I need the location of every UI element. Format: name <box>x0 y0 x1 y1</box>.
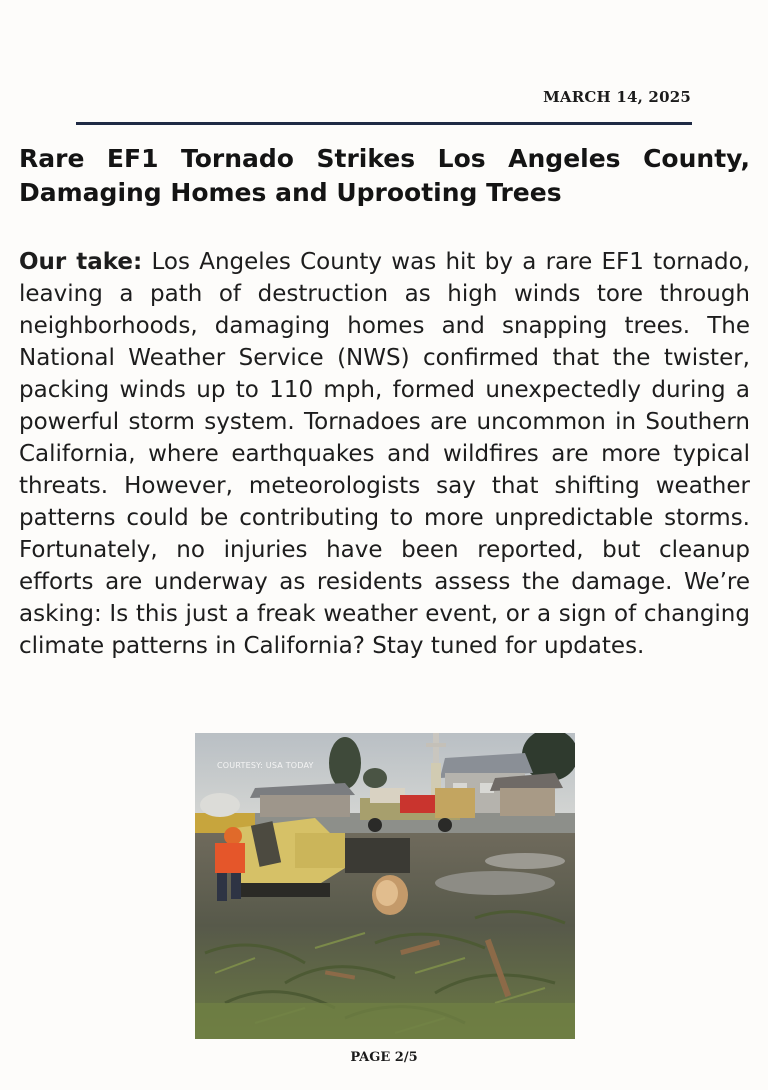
article-headline: Rare EF1 Tornado Strikes Los Angeles County, Damaging Homes and Uprooting Trees <box>19 144 750 207</box>
body-text: Los Angeles County was hit by a rare EF1 tornado, leaving a path of destruction as high winds tore through neighborhoods, damaging homes and snapping trees. The National Weather Service (NWS) confirmed that the twister, packing winds up to 110 mph, formed unexpectedly during a powerful storm system. Tornadoes are uncommon in Southern California, where earthquakes and wildfires are more typical threats. However, meteorologists say that shifting weather patterns could be contributing to more unpredictable storms. Fortunately, no injuries have been reported, but cleanup efforts are underway as residents assess the damage. We’re asking: Is this just a freak weather event, or a sign of changing climate patterns in California? Stay tuned for updates. <box>19 249 750 659</box>
header-divider <box>76 122 692 125</box>
article-body <box>19 246 750 662</box>
article-date: MARCH 14, 2025 <box>543 88 691 106</box>
lead-label: Our take: <box>19 249 143 275</box>
photo-credit: COURTESY: USA TODAY <box>217 761 314 770</box>
page-number: PAGE 2/5 <box>350 1050 418 1065</box>
article-photo <box>195 733 575 1039</box>
tornado-cleanup-photo <box>195 733 575 1039</box>
